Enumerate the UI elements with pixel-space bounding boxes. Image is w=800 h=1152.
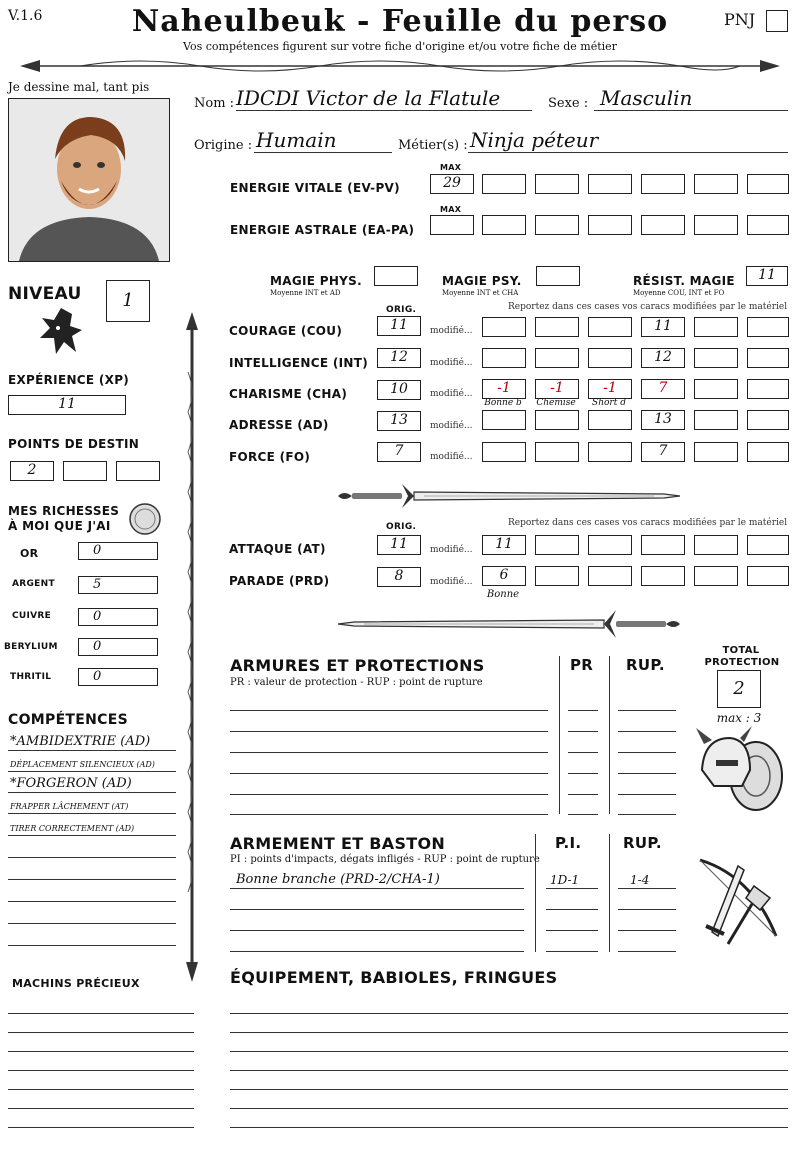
sexe-value[interactable]: Masculin: [600, 86, 693, 110]
sword-icon: [334, 606, 684, 642]
ev-cell[interactable]: [482, 174, 526, 194]
armement-title: ARMEMENT ET BASTON: [230, 834, 446, 853]
stat-cell[interactable]: [694, 410, 738, 430]
ev-max-field[interactable]: 29: [430, 174, 474, 194]
coin-label-thritil: THRITIL: [10, 672, 52, 682]
coin-field-thritil[interactable]: 0: [78, 668, 158, 686]
ev-max-label: MAX: [440, 163, 462, 172]
sword-icon: [334, 478, 684, 514]
stat-cell[interactable]: [747, 348, 789, 368]
stat-cell[interactable]: [747, 410, 789, 430]
combat-cell[interactable]: [694, 566, 738, 586]
page-title: Naheulbeuk - Feuille du perso: [131, 4, 669, 39]
stat-orig-ad[interactable]: 13: [377, 411, 421, 431]
competence-item[interactable]: DÉPLACEMENT SILENCIEUX (AD): [10, 760, 155, 769]
combat-label-at: ATTAQUE (AT): [229, 542, 326, 556]
armures-subtitle: PR : valeur de protection - RUP : point de rupture: [230, 677, 483, 688]
combat-cell[interactable]: 6: [482, 566, 526, 586]
stat-orig-cha[interactable]: 10: [377, 380, 421, 400]
ea-max-label: MAX: [440, 205, 462, 214]
magie-phys-label: MAGIE PHYS.: [270, 274, 362, 288]
metier-value[interactable]: Ninja péteur: [470, 128, 599, 152]
cha-note: Short d: [592, 398, 626, 408]
stat-cell[interactable]: [482, 348, 526, 368]
stat-cell[interactable]: [588, 317, 632, 337]
combat-orig-at[interactable]: 11: [377, 535, 421, 555]
stat-label-cou: COURAGE (COU): [229, 324, 343, 338]
stat-cell[interactable]: [482, 410, 526, 430]
combat-cell[interactable]: [641, 566, 685, 586]
pnj-checkbox[interactable]: [766, 10, 788, 32]
helmet-shield-icon: [694, 724, 786, 816]
destin-label: POINTS DE DESTIN: [8, 437, 140, 451]
ea-cell[interactable]: [641, 215, 685, 235]
metier-label: Métier(s) :: [398, 138, 468, 153]
ea-max-field[interactable]: [430, 215, 474, 235]
ev-cell[interactable]: [694, 174, 738, 194]
stat-cell[interactable]: [694, 317, 738, 337]
magie-psy-field[interactable]: [536, 266, 580, 286]
orig-label: ORIG.: [386, 305, 417, 315]
stat-cell[interactable]: -1: [588, 379, 632, 399]
ev-label: ENERGIE VITALE (EV-PV): [230, 181, 400, 195]
stat-cell[interactable]: [535, 317, 579, 337]
competences-label: COMPÉTENCES: [8, 712, 128, 728]
magie-psy-sub: Moyenne INT et CHA: [442, 289, 519, 297]
combat-orig-label: ORIG.: [386, 522, 417, 532]
max-protection-note: max : 3: [716, 711, 762, 725]
stat-cell[interactable]: [694, 379, 738, 399]
combat-cell[interactable]: [588, 566, 632, 586]
armures-title: ARMURES ET PROTECTIONS: [230, 656, 485, 675]
combat-label-prd: PARADE (PRD): [229, 574, 330, 588]
destin-field-3[interactable]: [116, 461, 160, 481]
weapon-rup[interactable]: 1-4: [630, 873, 650, 887]
ea-label: ENERGIE ASTRALE (EA-PA): [230, 223, 415, 237]
resist-magie-label: RÉSIST. MAGIE: [633, 274, 735, 288]
stat-cell[interactable]: [747, 379, 789, 399]
sexe-label: Sexe :: [548, 96, 589, 111]
dragon-icon: [36, 304, 86, 362]
machins-label: MACHINS PRÉCIEUX: [12, 977, 140, 990]
xp-label: EXPÉRIENCE (XP): [8, 373, 130, 387]
resist-magie-field[interactable]: 11: [746, 266, 788, 286]
magie-psy-label: MAGIE PSY.: [442, 274, 522, 288]
richesses-label-1: MES RICHESSES: [8, 504, 120, 518]
combat-cell[interactable]: 11: [482, 535, 526, 555]
weapons-icon: [692, 856, 788, 950]
ev-cell[interactable]: [588, 174, 632, 194]
armures-col-pr: PR: [570, 656, 594, 674]
stat-cell[interactable]: [482, 442, 526, 462]
header-divider-ornament: [20, 54, 780, 78]
combat-cell[interactable]: [535, 535, 579, 555]
coin-icon: [128, 502, 162, 536]
xp-field[interactable]: 11: [8, 395, 126, 415]
stats-note: Reportez dans ces cases vos caracs modifiées par le matériel: [508, 302, 788, 312]
magie-phys-sub: Moyenne INT et AD: [270, 289, 341, 297]
portrait-image: [8, 98, 170, 262]
competence-item[interactable]: TIRER CORRECTEMENT (AD): [10, 824, 135, 833]
stat-label-int: INTELLIGENCE (INT): [229, 356, 368, 370]
destin-field-2[interactable]: [63, 461, 107, 481]
armement-subtitle: PI : points d'impacts, dégats infligés - RUP : point de rupture: [230, 854, 540, 865]
origine-value[interactable]: Humain: [256, 128, 337, 152]
weapon-name[interactable]: Bonne branche (PRD-2/CHA-1): [236, 872, 440, 887]
cha-note: Chemise: [536, 398, 576, 408]
total-label-2: PROTECTION: [704, 657, 780, 668]
version-label: V.1.6: [8, 8, 43, 24]
stat-cell[interactable]: [694, 442, 738, 462]
stat-cell[interactable]: [535, 442, 579, 462]
combat-note: Reportez dans ces cases vos caracs modifiées par le matériel: [508, 518, 788, 528]
combat-cell[interactable]: [694, 535, 738, 555]
stat-cell[interactable]: 11: [641, 317, 685, 337]
armement-col-rup: RUP.: [623, 834, 662, 852]
stat-cell[interactable]: [588, 442, 632, 462]
coin-label-or: OR: [20, 547, 39, 560]
nom-value[interactable]: IDCDI Victor de la Flatule: [236, 86, 501, 110]
stat-label-fo: FORCE (FO): [229, 450, 311, 464]
coin-field-or[interactable]: 0: [78, 542, 158, 560]
stat-cell[interactable]: [535, 348, 579, 368]
stat-cell[interactable]: -1: [535, 379, 579, 399]
modifie-label: modifié...: [430, 389, 473, 399]
coin-field-berylium[interactable]: 0: [78, 638, 158, 656]
ev-cell[interactable]: [641, 174, 685, 194]
weapon-pi[interactable]: 1D-1: [550, 873, 580, 887]
niveau-field[interactable]: 1: [106, 280, 150, 322]
combat-cell[interactable]: [747, 566, 789, 586]
stat-label-cha: CHARISME (CHA): [229, 387, 348, 401]
stat-cell[interactable]: 12: [641, 348, 685, 368]
competence-item[interactable]: *FORGERON (AD): [10, 776, 132, 791]
page-subtitle: Vos compétences figurent sur votre fiche d'origine et/ou votre fiche de métier: [183, 40, 617, 53]
stat-cell[interactable]: [588, 348, 632, 368]
stat-cell[interactable]: 7: [641, 442, 685, 462]
stat-cell[interactable]: [535, 410, 579, 430]
stat-orig-fo[interactable]: 7: [377, 442, 421, 462]
combat-cell[interactable]: [535, 566, 579, 586]
stat-cell[interactable]: [588, 410, 632, 430]
magie-phys-field[interactable]: [374, 266, 418, 286]
origine-label: Origine :: [194, 138, 253, 153]
ea-cell[interactable]: [535, 215, 579, 235]
modifie-label: modifié...: [430, 358, 473, 368]
stat-cell[interactable]: [694, 348, 738, 368]
ea-cell[interactable]: [588, 215, 632, 235]
combat-cell[interactable]: [641, 535, 685, 555]
richesses-label-2: À MOI QUE J'AI: [8, 519, 111, 533]
armures-col-rup: RUP.: [626, 656, 665, 674]
stat-cell[interactable]: 7: [641, 379, 685, 399]
ea-cell[interactable]: [747, 215, 789, 235]
niveau-label: NIVEAU: [8, 284, 82, 304]
staff-icon: [180, 312, 204, 982]
ev-cell[interactable]: [535, 174, 579, 194]
total-label-1: TOTAL: [722, 645, 760, 656]
combat-orig-prd[interactable]: 8: [377, 567, 421, 587]
stat-cell[interactable]: [482, 317, 526, 337]
combat-cell[interactable]: [747, 535, 789, 555]
ea-cell[interactable]: [694, 215, 738, 235]
destin-field-1[interactable]: 2: [10, 461, 54, 481]
stat-orig-int[interactable]: 12: [377, 348, 421, 368]
prd-note: Bonne: [486, 589, 520, 600]
coin-field-cuivre[interactable]: 0: [78, 608, 158, 626]
stat-orig-cou[interactable]: 11: [377, 316, 421, 336]
ev-cell[interactable]: [747, 174, 789, 194]
total-protection-field[interactable]: 2: [717, 670, 761, 708]
stat-cell[interactable]: [747, 442, 789, 462]
modifie-label: modifié...: [430, 545, 473, 555]
stat-label-ad: ADRESSE (AD): [229, 418, 329, 432]
portrait-drawing: [9, 99, 169, 261]
modifie-label: modifié...: [430, 421, 473, 431]
competence-item[interactable]: FRAPPER LÂCHEMENT (AT): [10, 802, 129, 811]
nom-label: Nom :: [194, 96, 235, 111]
combat-cell[interactable]: [588, 535, 632, 555]
coin-label-berylium: BERYLIUM: [4, 642, 58, 652]
resist-magie-sub: Moyenne COU, INT et FO: [633, 289, 725, 297]
stat-cell[interactable]: 13: [641, 410, 685, 430]
modifie-label: modifié...: [430, 452, 473, 462]
coin-field-argent[interactable]: 5: [78, 576, 158, 594]
ea-cell[interactable]: [482, 215, 526, 235]
coin-label-cuivre: CUIVRE: [12, 611, 52, 621]
armement-col-pi: P.I.: [555, 834, 582, 852]
modifie-label: modifié...: [430, 577, 473, 587]
competence-item[interactable]: *AMBIDEXTRIE (AD): [10, 734, 151, 749]
stat-cell[interactable]: -1: [482, 379, 526, 399]
coin-label-argent: ARGENT: [12, 579, 55, 589]
modifie-label: modifié...: [430, 326, 473, 336]
stat-cell[interactable]: [747, 317, 789, 337]
cha-note: Bonne b: [484, 398, 522, 408]
pnj-label: PNJ: [724, 10, 756, 29]
portrait-caption: Je dessine mal, tant pis: [8, 80, 150, 94]
equipement-title: ÉQUIPEMENT, BABIOLES, FRINGUES: [230, 968, 558, 987]
